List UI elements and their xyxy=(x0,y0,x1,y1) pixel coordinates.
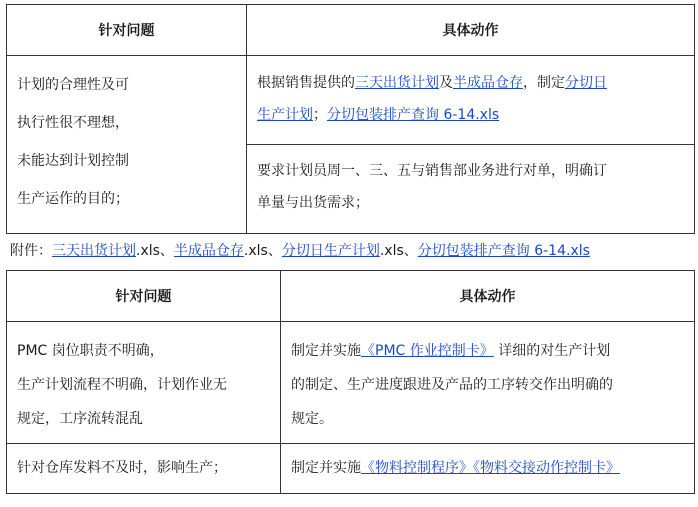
action-text: 规定。 xyxy=(291,411,333,427)
action-text: 的制定、生产进度跟进及产品的工序转交作出明确的 xyxy=(291,377,613,393)
issue-line: 规定，工序流转混乱 xyxy=(17,411,143,427)
link-semi-finished-stock[interactable]: 半成品仓存 xyxy=(453,75,523,91)
link-daily-slitting-plan-part2[interactable]: 生产计划 xyxy=(257,107,313,123)
header-issue: 针对问题 xyxy=(7,271,281,322)
issue-line: 生产计划流程不明确，计划作业无 xyxy=(17,377,227,393)
link-pmc-control-card[interactable]: 《PMC 作业控制卡》 xyxy=(361,343,494,359)
table-header-row xyxy=(7,271,695,322)
table-header-row xyxy=(7,5,695,56)
plan-issue-table xyxy=(6,4,695,234)
link-material-handover-control-card[interactable]: 《物料交接动作控制卡》 xyxy=(473,460,620,476)
attachment-link-three-day-shipping-plan[interactable]: 三天出货计划 xyxy=(52,243,136,259)
action-text: 根据销售提供的 xyxy=(257,75,355,91)
issue-line: 计划的合理性及可 xyxy=(17,77,129,93)
pmc-issue-table xyxy=(6,270,695,494)
attachment-sep: .xls、 xyxy=(243,243,282,259)
attachment-line xyxy=(10,240,694,260)
action-text: 制定并实施 xyxy=(291,460,361,476)
header-issue: 针对问题 xyxy=(7,5,247,56)
issue-cell xyxy=(7,444,281,494)
issue-line: PMC 岗位职责不明确， xyxy=(17,343,164,359)
link-three-day-shipping-plan[interactable]: 三天出货计划 xyxy=(355,75,439,91)
issue-line: 执行性很不理想， xyxy=(17,115,129,131)
link-daily-slitting-plan-part1[interactable]: 分切日 xyxy=(565,75,607,91)
header-action: 具体动作 xyxy=(247,5,695,56)
issue-line: 生产运作的目的； xyxy=(17,191,129,207)
attachment-sep: .xls、 xyxy=(379,243,418,259)
header-action: 具体动作 xyxy=(281,271,695,322)
issue-cell xyxy=(7,322,281,444)
attachment-link-semi-finished-stock[interactable]: 半成品仓存 xyxy=(173,243,244,259)
action-text: ； xyxy=(313,107,327,123)
attachment-link-daily-slitting-plan[interactable]: 分切日生产计划 xyxy=(281,243,380,259)
attachment-link-packing-schedule-query[interactable]: 分切包装排产查询 6-14.xls xyxy=(417,243,590,259)
action-text: 及 xyxy=(439,75,453,91)
action-text: 详细的对生产计划 xyxy=(498,343,611,359)
attachment-sep: .xls、 xyxy=(136,243,174,259)
action-cell-material xyxy=(281,444,695,494)
attachment-label: 附件： xyxy=(10,243,52,259)
issue-cell xyxy=(7,56,247,234)
action-cell-plan xyxy=(247,56,695,145)
action-cell-pmc xyxy=(281,322,695,444)
action-line: 要求计划员周一、三、五与销售部业务进行对单，明确订 xyxy=(257,163,607,179)
action-text: ，制定 xyxy=(523,75,565,91)
action-cell-order-check xyxy=(247,145,695,234)
link-packing-schedule-query[interactable]: 分切包装排产查询 6-14.xls xyxy=(327,107,500,123)
link-material-control-procedure[interactable]: 《物料控制程序》 xyxy=(361,460,473,476)
issue-text: 针对仓库发料不及时，影响生产； xyxy=(17,460,227,476)
action-text: 制定并实施 xyxy=(291,343,361,359)
action-line: 单量与出货需求； xyxy=(257,195,369,211)
issue-line: 未能达到计划控制 xyxy=(17,153,129,169)
